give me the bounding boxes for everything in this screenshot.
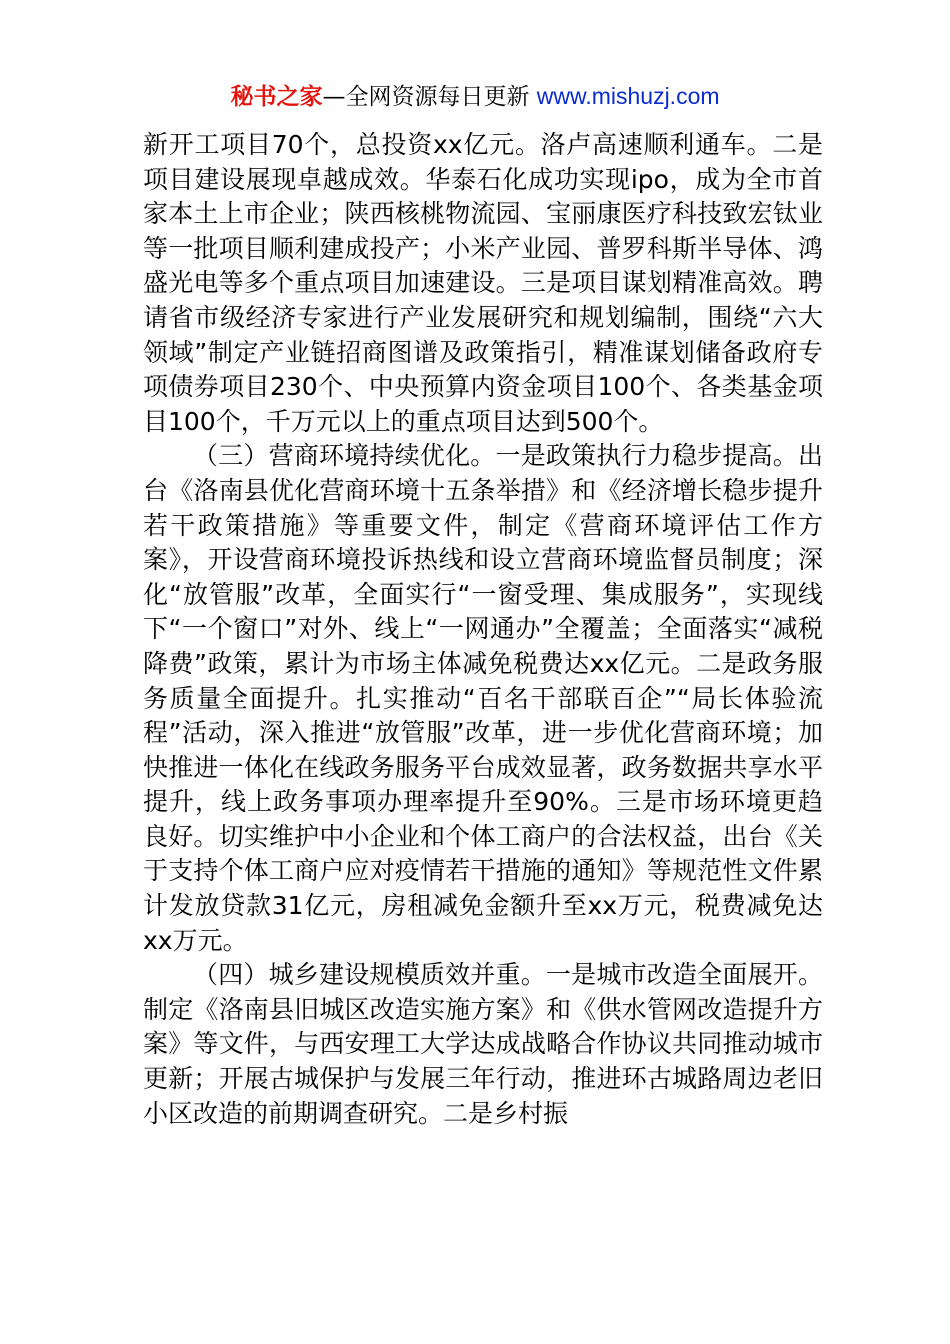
document-body bbox=[143, 128, 823, 1131]
paragraph-2: （三）营商环境持续优化。一是政策执行力稳步提高。出台《洛南县优化营商环境十五条举措》和《经济增长稳步提升若干政策措施》等重要文件，制定《营商环境评估工作方案》，开设营商环境投诉热线和设立营商环境监督员制度；深化“放管服”改革，全面实行“一窗受理、集成服务”，实现线下“一个窗口”对外、线上“一网通办”全覆盖；全面落实“减税降费”政策，累计为市场主体减免税费达xx亿元。二是政务服务质量全面提升。扎实推动“百名干部联百企”“局长体验流程”活动，深入推进“放管服”改革，进一步优化营商环境；加快推进一体化在线政务服务平台成效显著，政务数据共享水平提升，线上政务事项办理率提升至90%。三是市场环境更趋良好。切实维护中小企业和个体工商户的合法权益，出台《关于支持个体工商户应对疫情若干措施的通知》等规范性文件累计发放贷款31亿元，房租减免金额升至xx万元，税费减免达xx万元。 bbox=[143, 441, 823, 955]
page-header bbox=[0, 80, 950, 113]
brand-name: 秘书之家 bbox=[230, 84, 323, 110]
header-tagline: —全网资源每日更新 bbox=[322, 84, 537, 110]
paragraph-3: （四）城乡建设规模质效并重。一是城市改造全面展开。制定《洛南县旧城区改造实施方案》和《供水管网改造提升方案》等文件，与西安理工大学达成战略合作协议共同推动城市更新；开展古城保护与发展三年行动，推进环古城路周边老旧小区改造的前期调查研究。二是乡村振 bbox=[143, 960, 823, 1128]
paragraph-1: 新开工项目70个，总投资xx亿元。洛卢高速顺利通车。二是项目建设展现卓越成效。华泰石化成功实现ipo，成为全市首家本土上市企业；陕西核桃物流园、宝丽康医疗科技致宏钛业等一批项目顺利建成投产；小米产业园、普罗科斯半导体、鸿盛光电等多个重点项目加速建设。三是项目谋划精准高效。聘请省市级经济专家进行产业发展研究和规划编制，围绕“六大领域”制定产业链招商图谱及政策指引，精准谋划储备政府专项债券项目230个、中央预算内资金项目100个、各类基金项目100个，千万元以上的重点项目达到500个。 bbox=[143, 130, 823, 436]
site-url-link[interactable]: www.mishuzj.com bbox=[536, 83, 720, 109]
